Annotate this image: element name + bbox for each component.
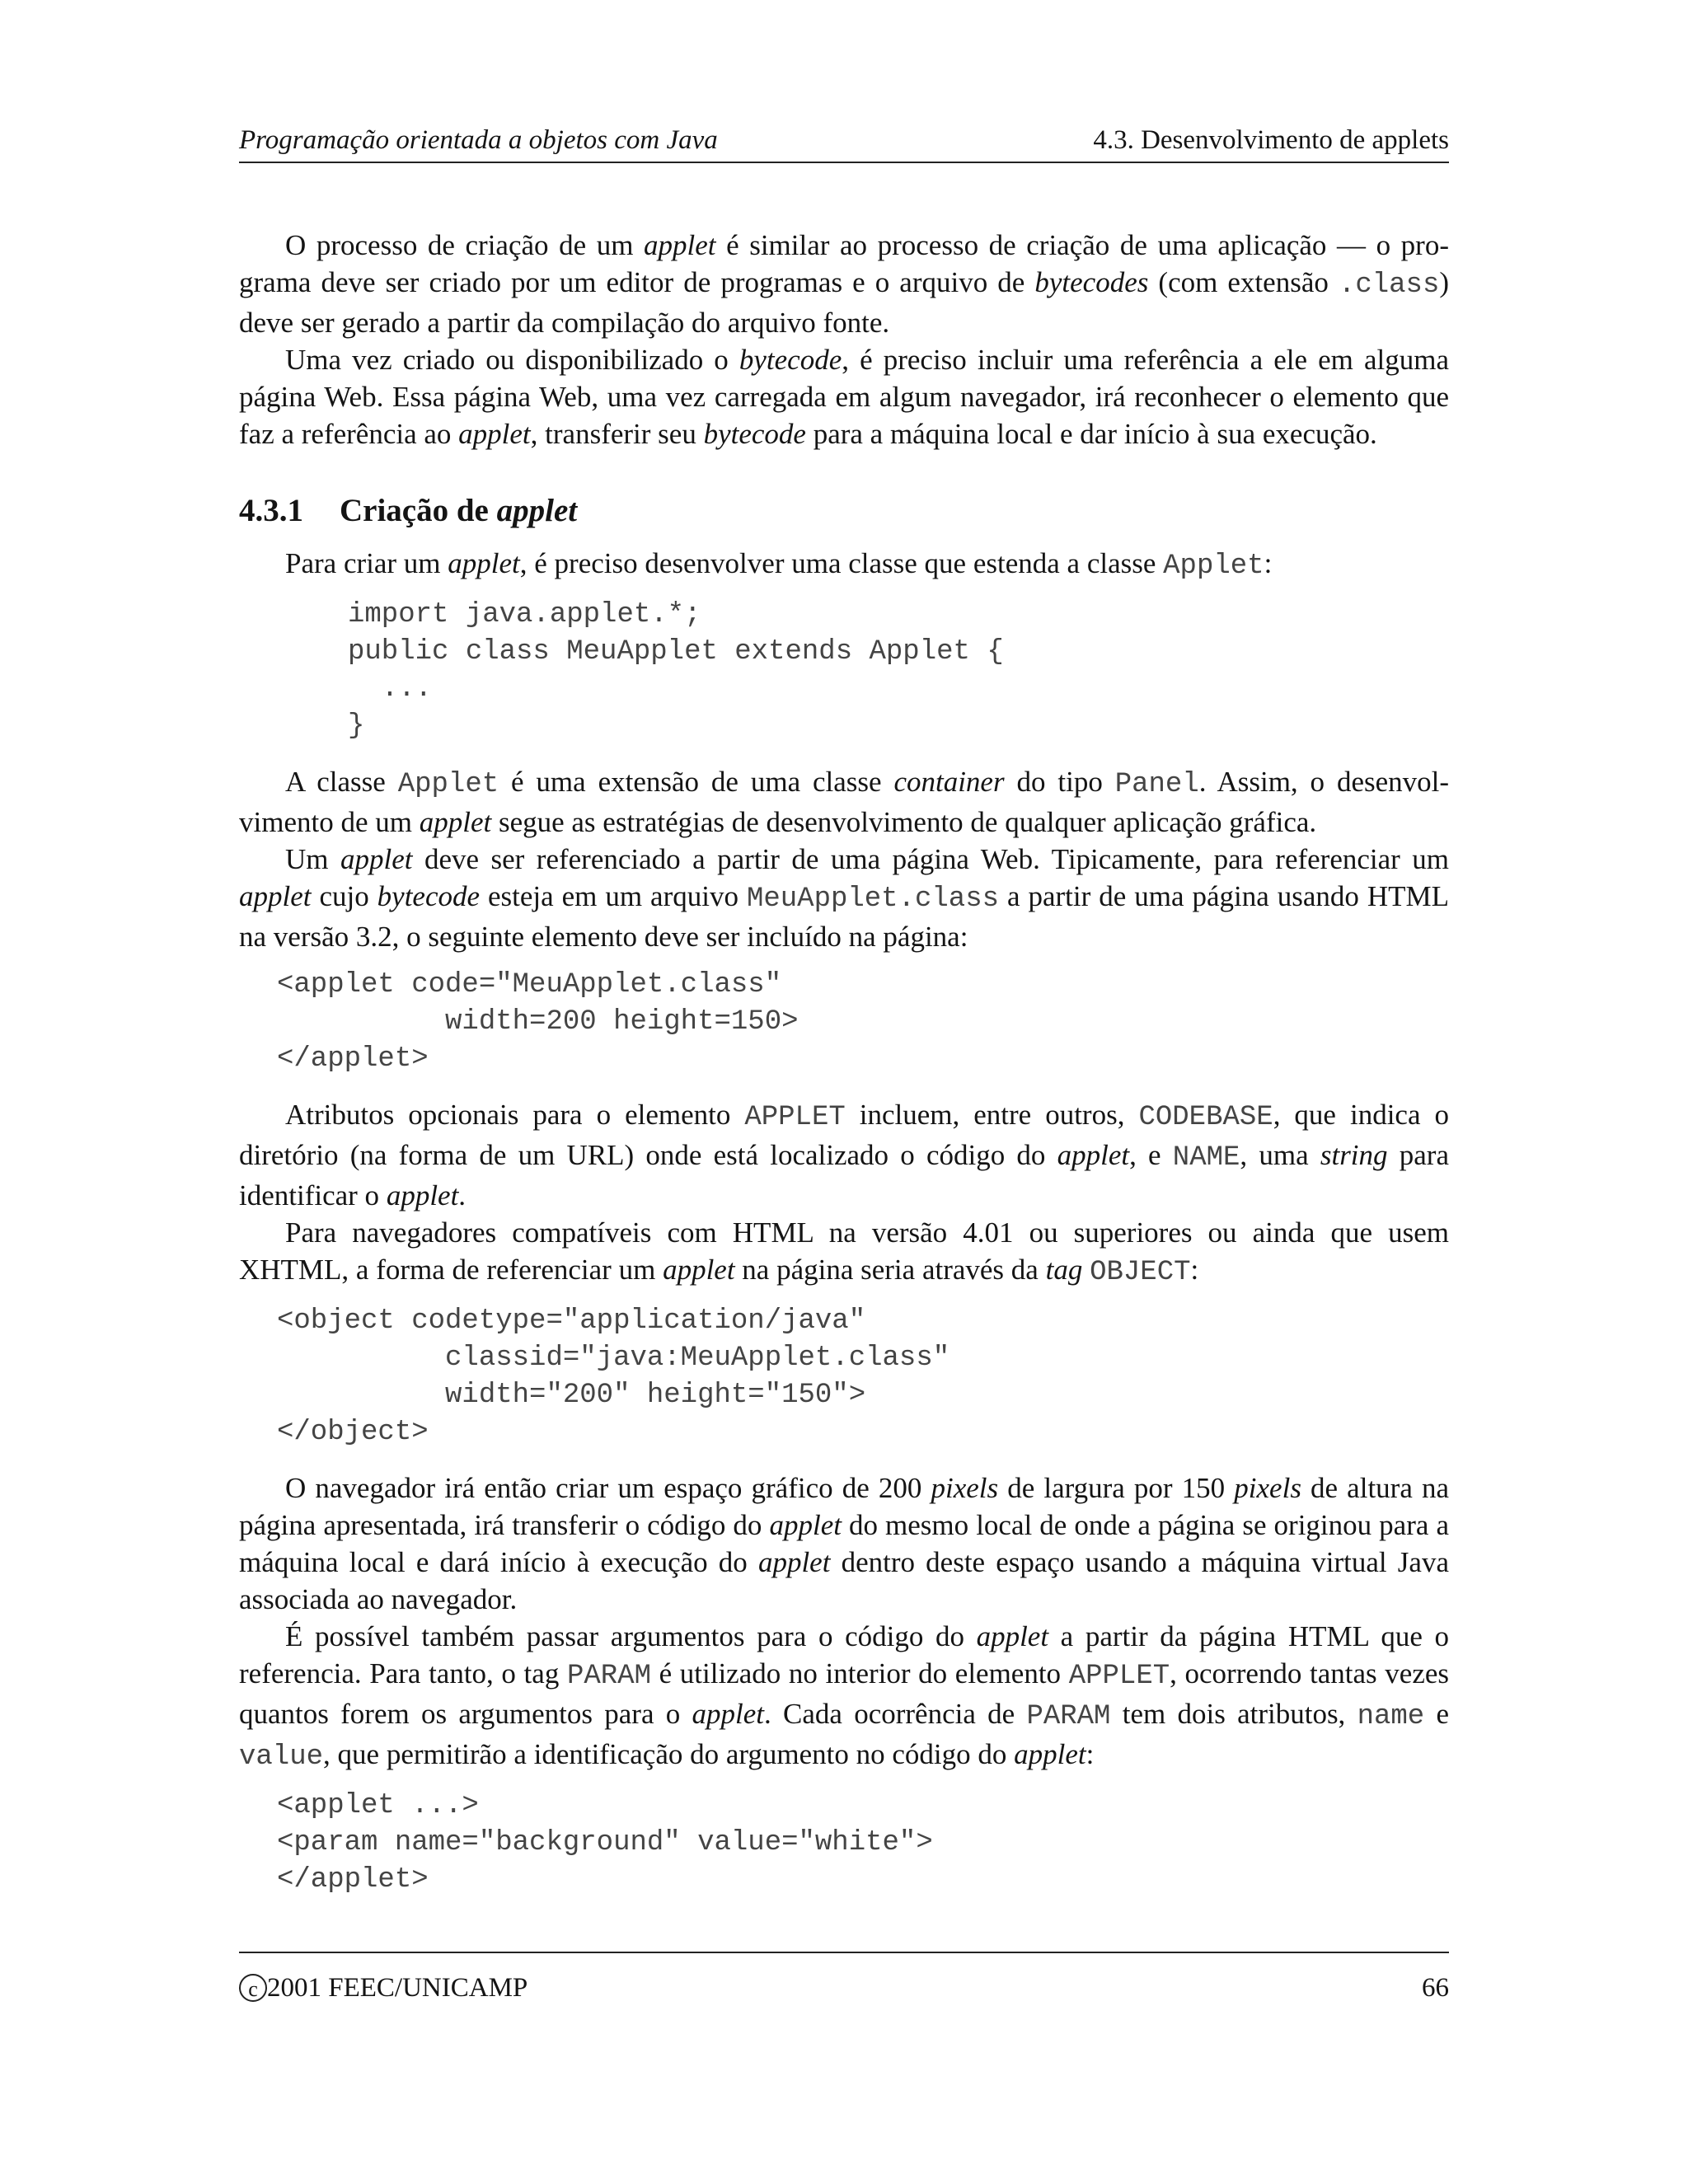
paragraph: Atributos opcionais para o elemento APPLET incluem, entre outros, CODEBASE, que indica o diretório (na forma de um URL) onde está localizado o código do applet, e NAME, uma string para identificar o applet. [239, 1099, 1449, 1212]
section-heading: 4.3.1 Criação de applet [239, 490, 1449, 532]
paragraph: O processo de criação de um applet é similar ao processo de criação de uma aplicação — o pro-grama deve ser criado por um editor de programas e o arquivo de bytecodes (com extensão .class) deve ser gerado a partir da compilação do arquivo fonte. [239, 229, 1449, 339]
paragraph: Para criar um applet, é preciso desenvolver uma classe que estenda a classe Applet: [285, 547, 1273, 582]
section-title: 4.3. Desenvolvimento de applets [1093, 125, 1449, 155]
code-block: <object codetype="application/java" classid="java:MeuApplet.class" width="200" height="150"> </object> [277, 1305, 950, 1448]
document-page [239, 0, 1449, 2184]
code-block: <applet code="MeuApplet.class" width=200 height=150> </applet> [277, 969, 799, 1075]
paragraph: É possível também passar argumentos para o código do applet a partir da página HTML que o referencia. Para tanto, o tag PARAM é utilizado no interior do elemento APPLET, ocorrendo tantas vezes quantos forem os argumentos para o applet. Cada ocorrência de PARAM tem dois atributos, name e value, que permitirão a identificação do argumento no código do applet: [239, 1620, 1450, 1773]
paragraph: Para navegadores compatíveis com HTML na versão 4.01 ou superiores ou ainda que usem XHTML, a forma de referenciar um applet na página seria através da tag OBJECT: [239, 1216, 1449, 1288]
paragraph: Uma vez criado ou disponibilizado o bytecode, é preciso incluir uma referência a ele em alguma página Web. Essa página Web, uma vez carregada em algum navegador, irá reconhecer o elemento que faz a referência ao applet, transferir seu bytecode para a máquina local e dar início à sua execução. [239, 344, 1449, 450]
book-title: Programação orientada a objetos com Java [239, 125, 718, 155]
running-header [239, 122, 1449, 163]
copyright-notice: c 2001 FEEC/UNICAMP [239, 1970, 528, 2006]
code-block: import java.applet.*; public class MeuApplet extends Applet { ... } [348, 599, 1004, 742]
paragraph: O navegador irá então criar um espaço gráfico de 200 pixels de largura por 150 pixels de altura na página apresentada, irá transferir o código do applet do mesmo local de onde a página se originou para a máquina local e dará início à execução do applet dentro deste espaço usando a máquina virtual Java associada ao navegador. [239, 1472, 1449, 1615]
code-block: <applet ...> <param name="background" value="white"> </applet> [277, 1790, 933, 1896]
body-text [239, 227, 1449, 1917]
copyright-icon: c [239, 1974, 267, 2002]
running-footer [239, 1952, 1449, 2003]
page-number: 66 [1422, 1973, 1449, 2003]
section-number: 4.3.1 [239, 493, 303, 528]
paragraph: A classe Applet é uma extensão de uma classe container do tipo Panel. Assim, o desenvol-vimento de um applet segue as estratégias de desenvolvimento de qualquer aplicação gráfica. [239, 766, 1450, 838]
paragraph: Um applet deve ser referenciado a partir de uma página Web. Tipicamente, para referenciar um applet cujo bytecode esteja em um arquivo MeuApplet.class a partir de uma página usando HTML na versão 3.2, o seguinte elemento deve ser incluído na página: [239, 843, 1450, 953]
